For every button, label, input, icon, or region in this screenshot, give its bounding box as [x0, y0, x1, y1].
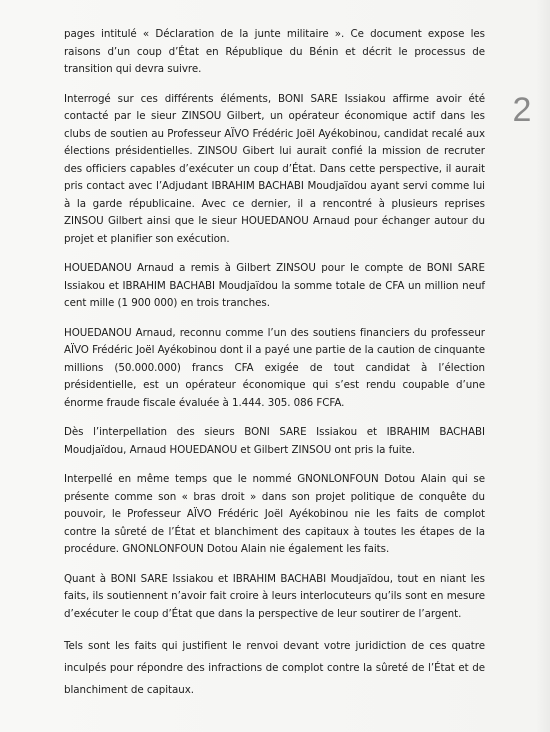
- paragraph-8: Tels sont les faits qui justifient le renvoi devant votre juridiction de ces quatre inculpés pour répondre des infractions de complot contre la sûreté de l’État et de blanchiment de capitaux.: [64, 640, 485, 696]
- page-number: 2: [512, 91, 532, 129]
- paragraph-6: Interpellé en même temps que le nommé GNONLONFOUN Dotou Alain qui se présente comme son « bras droit » dans son projet politique de conquête du pouvoir, le Professeur AÏVO Frédéric Joël Ayékobinou nie les faits de complot contre la sûreté de l’État et blanchiment des capitaux à toutes les étapes de la procédure. GNONLONFOUN Dotou Alain nie également les faits.: [64, 473, 485, 555]
- paragraph-3: HOUEDANOU Arnaud a remis à Gilbert ZINSOU pour le compte de BONI SARE Issiakou et IBRAHIM BACHABI Moudjaïdou la somme totale de CFA un million neuf cent mille (1 900 000) en trois tranches.: [64, 262, 485, 309]
- paragraph-1: pages intitulé « Déclaration de la junte militaire ». Ce document expose les raisons d’un coup d’État en République du Bénin et décrit le processus de transition qui devra suivre.: [64, 28, 485, 75]
- paragraph-5: Dès l’interpellation des sieurs BONI SARE Issiakou et IBRAHIM BACHABI Moudjaïdou, Arnaud HOUEDANOU et Gilbert ZINSOU ont pris la fuite.: [64, 426, 485, 456]
- paragraph-4: HOUEDANOU Arnaud, reconnu comme l’un des soutiens financiers du professeur AÏVO Frédéric Joël Ayékobinou dont il a payé une partie de la caution de cinquante millions (50.000.000) francs CFA exigée de tout candidat à l’élection présidentielle, est un opérateur économique qui s’est rendu coupable d’une énorme fraude fiscale évaluée à 1.444. 305. 086 FCFA.: [64, 326, 485, 409]
- paragraph-7: Quant à BONI SARE Issiakou et IBRAHIM BACHABI Moudjaïdou, tout en niant les faits, ils soutiennent n’avoir fait croire à leurs interlocuteurs qu’ils sont en mesure d’exécuter le coup d’État que dans la perspective de leur soutirer de l’argent.: [64, 572, 485, 620]
- document-body: [64, 26, 485, 713]
- paragraph-2: Interrogé sur ces différents éléments, BONI SARE Issiakou affirme avoir été contacté par le sieur ZINSOU Gilbert, un opérateur économique actif dans les clubs de soutien au Professeur AÏVO Frédéric Joël Ayékobinou, candidat recalé aux élections présidentielles. ZINSOU Gibert lui aurait confié la mission de recruter des officiers capables d’exécuter un coup d’État. Dans cette perspective, il aurait pris contact avec l’Adjudant IBRAHIM BACHABI Moudjaïdou ayant servi comme lui à la garde républicaine. Avec ce dernier, il a rencontré à plusieurs reprises ZINSOU Gilbert ainsi que le sieur HOUEDANOU Arnaud pour échanger autour du projet et planifier son exécution.: [64, 92, 485, 245]
